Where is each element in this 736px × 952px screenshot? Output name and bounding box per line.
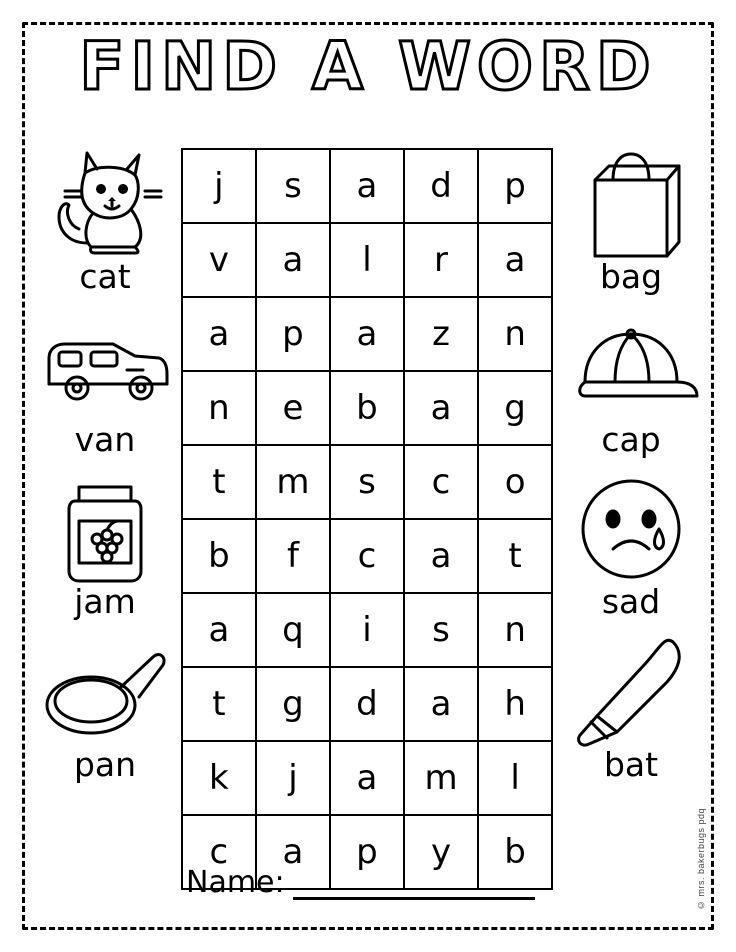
grid-cell[interactable]: c: [182, 815, 256, 889]
grid-cell[interactable]: c: [404, 445, 478, 519]
word-item-cat: [30, 146, 180, 295]
table-row: [182, 149, 552, 223]
name-label: Name:: [186, 865, 285, 900]
grid-cell[interactable]: o: [478, 445, 552, 519]
grid-cell[interactable]: a: [182, 593, 256, 667]
table-row: [182, 371, 552, 445]
word-item-van: [30, 309, 180, 458]
sad-face-icon: [556, 471, 706, 589]
grid-cell[interactable]: c: [330, 519, 404, 593]
credit-text: © mrs. bakerbugs pdq: [696, 807, 706, 910]
table-row: [182, 445, 552, 519]
table-row: [182, 593, 552, 667]
grid-cell[interactable]: b: [182, 519, 256, 593]
word-label: cap: [601, 419, 661, 459]
grid-cell[interactable]: d: [404, 149, 478, 223]
name-input[interactable]: [293, 871, 535, 900]
grid-cell[interactable]: l: [478, 741, 552, 815]
grid-cell[interactable]: k: [182, 741, 256, 815]
grid-cell[interactable]: n: [478, 593, 552, 667]
grid-cell[interactable]: s: [330, 445, 404, 519]
table-row: [182, 741, 552, 815]
grid-cell[interactable]: t: [182, 667, 256, 741]
word-item-cap: [556, 309, 706, 458]
grid-cell[interactable]: y: [404, 815, 478, 889]
grid-cell[interactable]: p: [478, 149, 552, 223]
frying-pan-icon: [30, 634, 180, 752]
word-item-bat: [556, 634, 706, 783]
right-word-column: [556, 146, 706, 797]
grid-cell[interactable]: j: [182, 149, 256, 223]
grid-cell[interactable]: m: [256, 445, 330, 519]
word-item-jam: [30, 471, 180, 620]
grid-cell[interactable]: s: [256, 149, 330, 223]
word-label: bag: [599, 257, 663, 296]
word-label: sad: [601, 582, 661, 622]
grid-cell[interactable]: p: [330, 815, 404, 889]
left-word-column: [30, 146, 180, 797]
grid-cell[interactable]: m: [404, 741, 478, 815]
grid-cell[interactable]: r: [404, 223, 478, 297]
grid-cell[interactable]: a: [256, 815, 330, 889]
word-label: jam: [74, 582, 136, 622]
grid-cell[interactable]: a: [404, 667, 478, 741]
grid-cell[interactable]: a: [330, 741, 404, 815]
grid-cell[interactable]: f: [256, 519, 330, 593]
word-label: pan: [73, 744, 137, 784]
grid-cell[interactable]: a: [478, 223, 552, 297]
grid-cell[interactable]: a: [404, 371, 478, 445]
grid-cell[interactable]: d: [330, 667, 404, 741]
page-title: FIND A WORD: [79, 28, 657, 105]
grid-cell[interactable]: a: [330, 149, 404, 223]
grid-cell[interactable]: l: [330, 223, 404, 297]
word-label: bat: [603, 744, 659, 784]
grid-cell[interactable]: j: [256, 741, 330, 815]
grid-cell[interactable]: p: [256, 297, 330, 371]
grid-cell[interactable]: s: [404, 593, 478, 667]
letter-table: [181, 148, 553, 890]
word-item-bag: [556, 146, 706, 295]
grid-cell[interactable]: a: [182, 297, 256, 371]
shopping-bag-icon: [556, 146, 706, 264]
grid-cell[interactable]: g: [256, 667, 330, 741]
grid-cell[interactable]: n: [182, 371, 256, 445]
table-row: [182, 667, 552, 741]
grid-cell[interactable]: h: [478, 667, 552, 741]
grid-cell[interactable]: a: [404, 519, 478, 593]
word-search-grid: [181, 148, 553, 890]
grid-cell[interactable]: v: [182, 223, 256, 297]
table-row: [182, 519, 552, 593]
grid-cell[interactable]: a: [330, 297, 404, 371]
grid-cell[interactable]: z: [404, 297, 478, 371]
word-item-pan: [30, 634, 180, 783]
table-row: [182, 223, 552, 297]
baseball-cap-icon: [556, 309, 706, 427]
table-row: [182, 297, 552, 371]
grid-cell[interactable]: b: [478, 815, 552, 889]
word-item-sad: [556, 471, 706, 620]
grid-cell[interactable]: g: [478, 371, 552, 445]
jam-jar-icon: [30, 471, 180, 589]
baseball-bat-icon: [556, 634, 706, 752]
grid-cell[interactable]: i: [330, 593, 404, 667]
grid-cell[interactable]: b: [330, 371, 404, 445]
van-icon: [30, 309, 180, 427]
cat-icon: [30, 146, 180, 264]
grid-cell[interactable]: q: [256, 593, 330, 667]
grid-cell[interactable]: t: [478, 519, 552, 593]
word-label: cat: [79, 257, 131, 296]
grid-cell[interactable]: t: [182, 445, 256, 519]
grid-cell[interactable]: e: [256, 371, 330, 445]
grid-cell[interactable]: a: [256, 223, 330, 297]
name-field-row: [186, 865, 535, 900]
grid-cell[interactable]: n: [478, 297, 552, 371]
word-label: van: [74, 419, 136, 459]
